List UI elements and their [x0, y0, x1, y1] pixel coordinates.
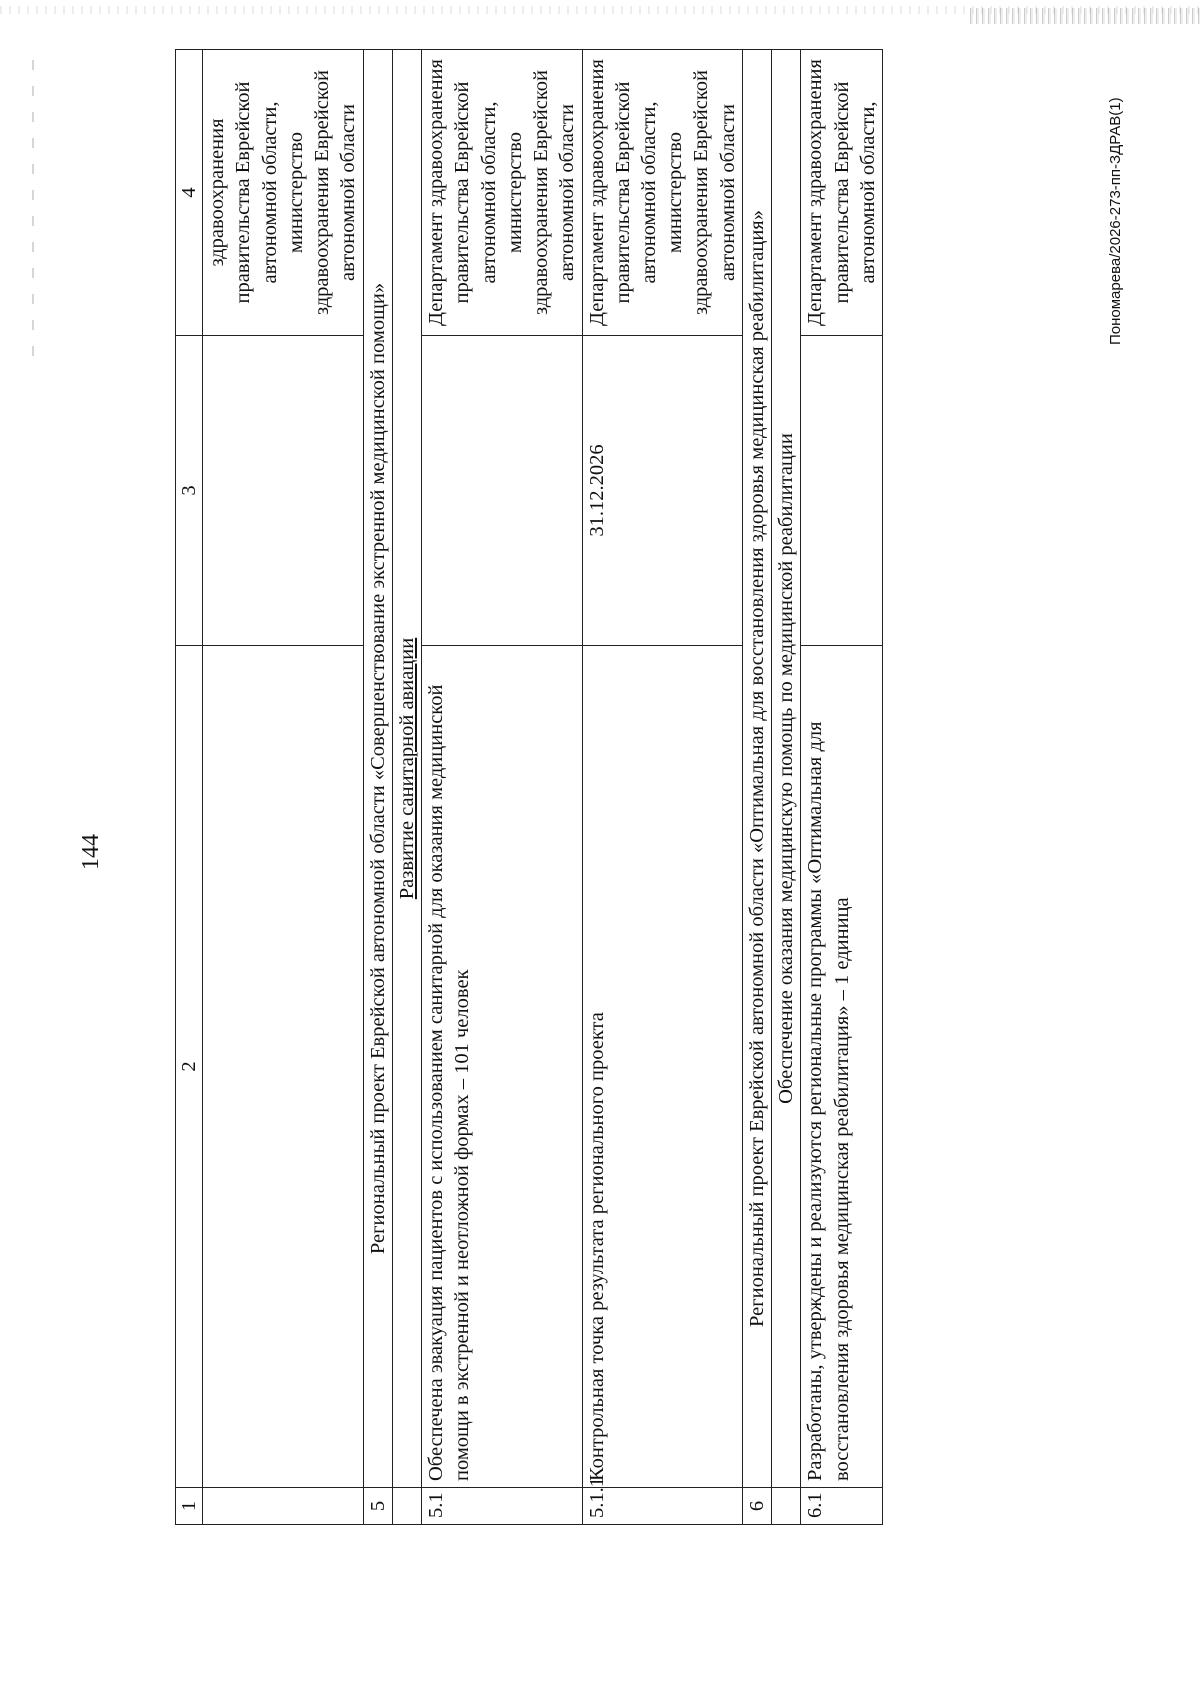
- cell-responsible: Департамент здравоохранения правительства Еврейской автономной области, министерство здравоохранения Еврейской автономной области: [422, 50, 582, 336]
- cell-date: [422, 336, 582, 646]
- header-cell-3: 3: [176, 336, 203, 646]
- section-title: Обеспечение оказания медицинскую помощь по медицинской реабилитации: [772, 50, 801, 1488]
- cell-responsible: здравоохранения правительства Еврейской автономной области, министерство здравоохранения Еврейской автономной области: [203, 50, 363, 336]
- cell-date: 31.12.2026: [582, 336, 742, 646]
- table-row: [582, 50, 742, 1525]
- section-title: Развитие санитарной авиации: [392, 50, 421, 1488]
- header-cell-4: 4: [176, 50, 203, 336]
- cell-number-empty: [772, 1488, 801, 1525]
- cell-date: [801, 336, 883, 646]
- cell-date: [203, 336, 363, 646]
- cell-number: 5.1.1: [582, 1488, 742, 1525]
- cell-number: [203, 1488, 363, 1525]
- table-row: [203, 50, 363, 1525]
- cell-description: [203, 646, 363, 1488]
- page-number: 144: [78, 834, 104, 870]
- project-row: [363, 50, 392, 1525]
- cell-number: 6: [742, 1488, 771, 1525]
- section-row: [772, 50, 801, 1525]
- cell-description: Контрольная точка результата регионального проекта: [582, 646, 742, 1488]
- cell-responsible: Департамент здравоохранения правительства Еврейской автономной области, министерство здравоохранения Еврейской автономной области: [582, 50, 742, 336]
- table-row: [801, 50, 883, 1525]
- header-cell-1: 1: [176, 1488, 203, 1525]
- section-row: [392, 50, 421, 1525]
- cell-number-empty: [392, 1488, 421, 1525]
- cell-number: 5.1: [422, 1488, 582, 1525]
- cell-responsible: Департамент здравоохранения правительства Еврейской автономной области,: [801, 50, 883, 336]
- project-title: Региональный проект Еврейской автономной области «Совершенствование экстренной медицинской помощи»: [363, 50, 392, 1488]
- cell-number: 5: [363, 1488, 392, 1525]
- document-table: [175, 49, 883, 1525]
- table-row: [422, 50, 582, 1525]
- document-code: Пономарева/2026-273-пп-ЗДРАВ(1): [1107, 97, 1124, 345]
- project-title: Региональный проект Еврейской автономной области «Оптимальная для восстановления здоровья медицинская реабилитация»: [742, 50, 771, 1488]
- header-row: [176, 50, 203, 1525]
- cell-description: Обеспечена эвакуация пациентов с использованием санитарной для оказания медицинской помощи в экстренной и неотложной формах – 101 человек: [422, 646, 582, 1488]
- project-row: [742, 50, 771, 1525]
- header-cell-2: 2: [176, 646, 203, 1488]
- cell-number: 6.1: [801, 1488, 883, 1525]
- cell-description: Разработаны, утверждены и реализуются региональные программы «Оптимальная для восстановления здоровья медицинская реабилитация» – 1 единица: [801, 646, 883, 1488]
